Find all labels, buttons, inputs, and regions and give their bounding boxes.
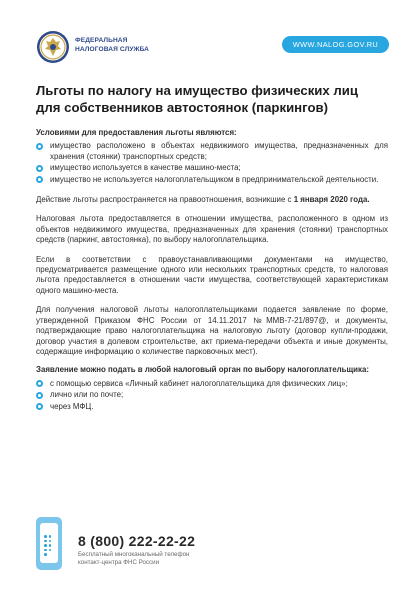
bullet-circle-icon — [36, 176, 43, 183]
org-name — [75, 37, 149, 54]
list-item — [36, 175, 388, 185]
paragraph: Налоговая льгота предоставляется в отношении имущества, расположенного в одном из объектов недвижимого имущества, предназначенных для хранения (стоянки) транспортных средств (паркинг, автостоянка), по выбору налогоплательщика. — [36, 214, 388, 245]
submission-text: лично или по почте; — [50, 390, 124, 400]
hotline-description-line1: Бесплатный многоканальный телефон — [78, 551, 190, 558]
fns-emblem-logo — [36, 30, 70, 64]
submission-list — [36, 379, 388, 412]
effect-text: Действие льготы распространяется на правоотношения, возникшие с — [36, 195, 292, 205]
list-item — [36, 379, 388, 389]
hotline-description — [78, 551, 189, 567]
submission-text: через МФЦ. — [50, 401, 94, 411]
effect-paragraph — [36, 195, 388, 205]
page-title — [36, 83, 386, 116]
hotline-phone-number[interactable]: 8 (800) 222-22-22 — [78, 533, 196, 549]
bullet-circle-icon — [36, 165, 43, 172]
condition-text: имущество не используется налогоплательщиком в предпринимательской деятельности. — [50, 174, 379, 184]
list-item — [36, 141, 388, 162]
effect-date: 1 января 2020 года. — [293, 195, 370, 205]
bullet-circle-icon — [36, 403, 43, 410]
bullet-circle-icon — [36, 380, 43, 387]
bullet-circle-icon — [36, 392, 43, 399]
content — [36, 128, 388, 413]
contact-footer — [36, 517, 386, 577]
title-line2: для собственников автостоянок (паркингов) — [36, 99, 329, 115]
conditions-heading: Условиями для предоставления льготы являются: — [36, 128, 237, 137]
submission-heading: Заявление можно подать в любой налоговый орган по выбору налогоплательщика: — [36, 365, 370, 375]
list-item — [36, 402, 388, 412]
header — [0, 0, 415, 80]
bullet-circle-icon — [36, 143, 43, 150]
website-link[interactable]: WWW.NALOG.GOV.RU — [282, 36, 389, 53]
hotline-description-line2: контакт-центра ФНС России — [78, 559, 160, 566]
title-line1: Льготы по налогу на имущество физических лиц — [36, 83, 358, 98]
submission-text: с помощью сервиса «Личный кабинет налогоплательщика для физических лиц»; — [50, 378, 348, 388]
list-item — [36, 163, 388, 173]
condition-text: имущество расположено в объектах недвижимого имущества, предназначенных для хранения (стоянки) транспортных средств; — [50, 141, 388, 161]
list-item — [36, 390, 388, 400]
org-name-line1: ФЕДЕРАЛЬНАЯ — [75, 37, 128, 44]
phone-keypad-icon — [36, 517, 62, 570]
org-name-line2: НАЛОГОВАЯ СЛУЖБА — [75, 45, 150, 53]
paragraph: Для получения налоговой льготы налогоплательщиками подается заявление по форме, утвержденной Приказом ФНС России от 14.11.2017 №ММВ-7-21/897@, и документы, подтверждающие право налогоплательщика на налоговую льготу (договор купли-продажи, договор участия в долевом строительстве, акт приема-передачи объекта и иные документы, содержащие информацию о количестве парковочных мест). — [36, 305, 388, 356]
conditions-list — [36, 141, 388, 185]
paragraph: Если в соответствии с правоустанавливающими документами на имущество, предусматривается размещение одного или нескольких транспортных средств, то налоговая льгота предоставляется в отношении части имущества, соответствующей характеристикам одного машино-места. — [36, 254, 388, 295]
condition-text: имущество используется в качестве машино-места; — [50, 163, 241, 173]
